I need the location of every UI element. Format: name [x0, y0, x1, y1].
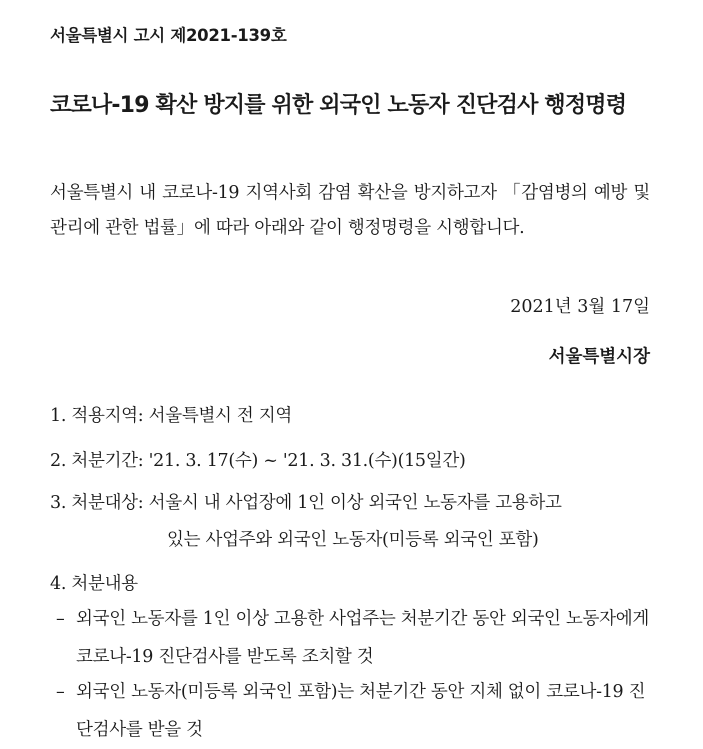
item-application-area: 1. 적용지역: 서울특별시 전 지역: [50, 406, 293, 426]
notice-date: 2021년 3월 17일: [510, 297, 650, 317]
intro-paragraph: 서울특별시 내 코로나-19 지역사회 감염 확산을 방지하고자 「감염병의 예방 및 관리에 관한 법률」에 따라 아래와 같이 행정명령을 시행합니다.: [50, 183, 650, 238]
item-disposition-target: 3. 처분대상: 서울시 내 사업장에 1인 이상 외국인 노동자를 고용하고: [50, 493, 562, 513]
list-item: [56, 600, 656, 676]
item-disposition-content: 4. 처분내용: [50, 574, 138, 594]
bullet-dash: –: [56, 609, 65, 629]
notice-number: 서울특별시 고시 제2021-139호: [50, 26, 287, 45]
document-title: 코로나-19 확산 방지를 위한 외국인 노동자 진단검사 행정명령: [50, 93, 627, 118]
item-disposition-target-continuation: 있는 사업주와 외국인 노동자(미등록 외국인 포함): [167, 530, 539, 550]
item-disposition-period: 2. 처분기간: '21. 3. 17(수) ~ '21. 3. 31.(수)(15일간): [50, 451, 466, 471]
list-item: [56, 673, 656, 749]
bullet-text: 외국인 노동자(미등록 외국인 포함)는 처분기간 동안 지체 없이 코로나-19 진단검사를 받을 것: [76, 682, 646, 740]
bullet-dash: –: [56, 682, 65, 702]
bullet-text: 외국인 노동자를 1인 이상 고용한 사업주는 처분기간 동안 외국인 노동자에게 코로나-19 진단검사를 받도록 조치할 것: [76, 609, 649, 667]
issuer-name: 서울특별시장: [548, 347, 650, 367]
